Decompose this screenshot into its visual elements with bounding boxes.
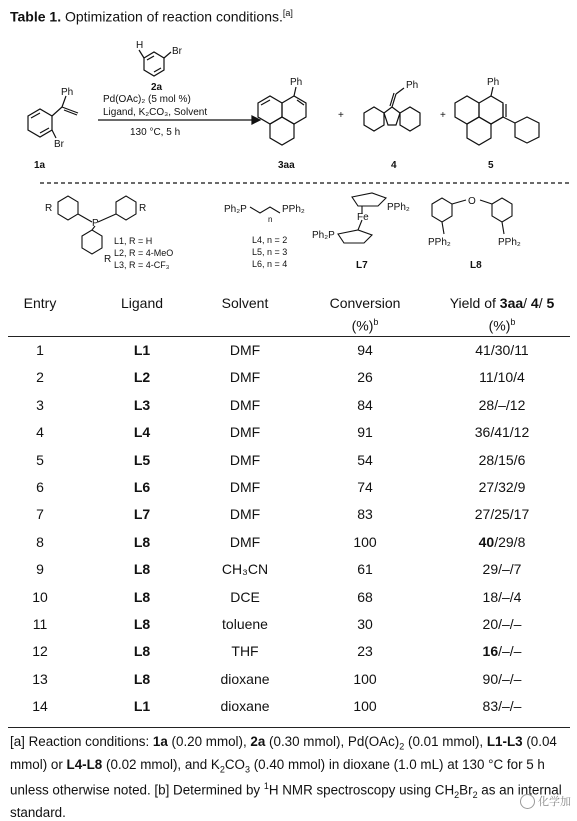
conversion-cell: 61 [357,561,373,578]
solvent-cell: toluene [222,616,268,632]
ligand-l8-pph2-right: PPh₂ [498,237,521,248]
reactant-1a-ph-label: Ph [61,87,74,98]
yield-cell: 40/29/8 [478,533,526,550]
footnote-b-mark: [b] [154,782,170,798]
entry-cell: 5 [36,451,44,468]
solvent-cell: DMF [229,533,261,550]
ligand-l4-pph2: PPh₂ [282,204,305,215]
condition-temperature: 130 °C, 5 h [130,127,181,138]
table-row [0,616,577,640]
ligand-r-label-2: R [139,203,147,214]
yield-cell: 28/–/12 [478,396,526,413]
entry-cell: 2 [36,369,44,386]
entry-cell: 9 [36,561,44,578]
table-row [0,561,577,585]
conversion-cell: 84 [357,396,373,413]
conversion-cell: 30 [357,616,373,632]
ligand-l2-label: L2, R = 4-MeO [114,248,174,258]
header-entry: Entry [23,295,57,311]
reagent-2a-br-label: Br [172,46,182,57]
ligand-cell: L1 [133,698,151,715]
solvent-cell: DCE [230,588,260,605]
ligand-l4-label: L4, n = 2 [252,235,288,245]
reaction-scheme [0,0,577,300]
conversion-cell: 68 [357,588,373,605]
table-row [0,397,577,421]
ligand-r-label-1: R [45,203,53,214]
plus-sign-2: + [440,110,446,121]
product-4-structure [364,88,420,131]
ligand-cell: L3 [133,396,151,413]
ligand-cell: L8 [133,616,151,632]
watermark [520,793,571,809]
table-row [0,671,577,695]
table-row [0,424,577,448]
header-solvent: Solvent [221,295,269,311]
product-3aa-label: 3aa [278,160,295,171]
table-bottom-rule [8,727,570,728]
yield-cell: 28/15/6 [478,451,526,468]
conversion-unit: (%) [351,317,374,334]
footnote-a-mark: [a] [10,734,25,749]
product-3aa-structure [258,87,306,145]
ligand-cell: L5 [133,451,151,468]
condition-ligand: Ligand, K₂CO₃, Solvent [103,107,208,118]
table-top-rule [8,336,570,337]
table-row [0,342,577,366]
yield-cell: 36/41/12 [474,424,530,441]
solvent-cell: DMF [229,479,261,495]
entry-cell: 14 [32,698,48,715]
ligand-l6-label: L6, n = 4 [252,259,288,269]
yield-cell: 27/32/9 [478,479,526,495]
product-4-ph-label: Ph [406,80,419,91]
ligand-cell: L2 [133,369,151,386]
table-row [0,698,577,722]
ligand-l7-ph2p: Ph₂P [312,230,335,241]
yield-cell: 27/25/17 [474,506,530,523]
header-yield [432,295,572,311]
ligand-cell: L8 [133,588,151,605]
ligand-cell: L4 [133,424,151,441]
ligand-l5-label: L5, n = 3 [252,247,288,257]
table-caption: Optimization of reaction conditions. [64,8,283,25]
product-5-label: 5 [488,160,494,171]
solvent-cell: DMF [229,396,261,413]
ligand-l8-label: L8 [470,260,482,271]
product-5-ph-label: Ph [487,77,500,88]
entry-cell: 12 [32,643,48,660]
yield-footnote-mark: b [510,317,516,327]
product-3aa-ph-label: Ph [290,77,303,88]
yield-unit: (%) [488,317,511,334]
table-footnotes: [a] Reaction conditions: 1a (0.20 mmol), 2a (0.30 mmol), $Pd(OAc)_2$ (0.01 mmol), L1-L3 (0.04 mmol) or L4-L8 (0.02 mmol), and $K_2CO_3$ (0.40 mmol) in dioxane (1.0 mL) at 130 °C for 5 h unless otherwise noted. [b] Determined by $^1$H NMR spectroscopy using $CH_2Br_2$ as an internal standard. [10,734,562,821]
table-row [0,369,577,393]
conversion-cell: 83 [357,506,373,523]
solvent-cell: DMF [229,342,261,358]
header-conversion-unit [310,317,420,334]
entry-cell: 10 [32,588,48,605]
condition-catalyst: Pd(OAc)₂ (5 mol %) [103,94,191,105]
table-row [0,534,577,558]
conversion-cell: 26 [357,369,373,386]
header-yield-5: 5 [546,295,555,311]
solvent-cell: DMF [229,424,261,441]
solvent-cell: DMF [229,451,261,468]
header-yield-4: 4 [530,295,539,311]
entry-cell: 7 [36,506,44,523]
header-yield-3aa: 3aa [499,295,524,311]
yield-cell: 16/–/– [482,643,522,660]
ligand-n-index: n [268,215,273,224]
conversion-footnote-mark: b [373,317,379,327]
ligand-l4-ph2p: Ph₂P [224,204,247,215]
ligand-cell: L8 [133,643,151,660]
yield-cell: 29/–/7 [482,561,522,578]
yield-cell: 41/30/11 [475,342,529,358]
header-ligand: Ligand [120,295,164,311]
reagent-2a-label: 2a [151,82,163,93]
solvent-cell: DMF [229,369,261,386]
header-yield-sep1: / [523,295,531,311]
watermark-text: 化学加 [538,796,571,808]
solvent-cell: CH₃CN [221,561,269,578]
product-4-label: 4 [391,160,397,171]
conversion-cell: 91 [357,424,373,441]
table-label: Table 1. [10,8,62,25]
ligand-l1-label: L1, R = H [114,236,153,246]
reagent-2a-h-label: H [136,40,144,51]
ligand-cell: L7 [133,506,151,523]
table-row [0,506,577,530]
yield-cell: 11/10/4 [479,369,525,386]
entry-cell: 3 [36,396,44,413]
ligand-l4-l6-chain [250,207,280,213]
yield-cell: 18/–/4 [482,588,522,605]
ligand-r-label-3: R [104,254,112,265]
ligand-l7-fe: Fe [357,212,369,223]
header-yield-sep2: / [538,295,547,311]
entry-cell: 13 [32,670,48,687]
conversion-cell: 23 [357,643,373,660]
conversion-cell: 100 [353,533,377,550]
ligand-cell: L8 [133,561,151,578]
yield-cell: 83/–/– [482,698,522,715]
plus-sign-1: + [338,110,344,121]
ligand-cell: L8 [133,533,151,550]
ligand-l8-oxygen: O [468,196,476,207]
product-5-structure [455,87,539,145]
ligand-l3-label: L3, R = 4-CF₃ [114,260,170,270]
title-footnote-mark: [a] [282,8,293,18]
entry-cell: 4 [36,424,44,441]
header-yield-prefix: Yield of [449,295,500,311]
ligand-l8-pph2-left: PPh₂ [428,237,451,248]
conversion-cell: 54 [357,451,373,468]
entry-cell: 11 [32,616,48,632]
watermark-logo-icon [520,794,535,809]
ligand-cell: L1 [133,342,151,358]
conversion-cell: 94 [357,342,373,358]
ligand-cell: L8 [133,670,151,687]
solvent-cell: dioxane [220,698,270,715]
yield-cell: 90/–/– [482,670,522,687]
ligand-l7-pph2: PPh₂ [387,202,410,213]
table-row [0,479,577,503]
conversion-cell: 74 [357,479,373,495]
solvent-cell: THF [231,643,259,660]
reagent-2a-structure [139,50,171,76]
reactant-1a-label: 1a [34,160,46,171]
header-yield-unit [432,317,572,334]
reactant-1a-br-label: Br [54,139,64,150]
ligand-p-label: P [92,218,99,229]
yield-cell: 20/–/– [482,616,522,632]
conversion-cell: 100 [353,698,377,715]
table-row [0,643,577,667]
conversion-cell: 100 [353,670,377,687]
solvent-cell: dioxane [220,670,270,687]
solvent-cell: DMF [229,506,261,523]
entry-cell: 6 [36,479,44,495]
reactant-1a-structure [28,96,78,138]
ligand-l7-label: L7 [356,260,368,271]
table-row [0,589,577,613]
table-row [0,452,577,476]
ligand-cell: L6 [133,479,151,495]
header-conversion: Conversion [329,295,401,311]
entry-cell: 8 [36,533,44,550]
entry-cell: 1 [36,342,44,358]
